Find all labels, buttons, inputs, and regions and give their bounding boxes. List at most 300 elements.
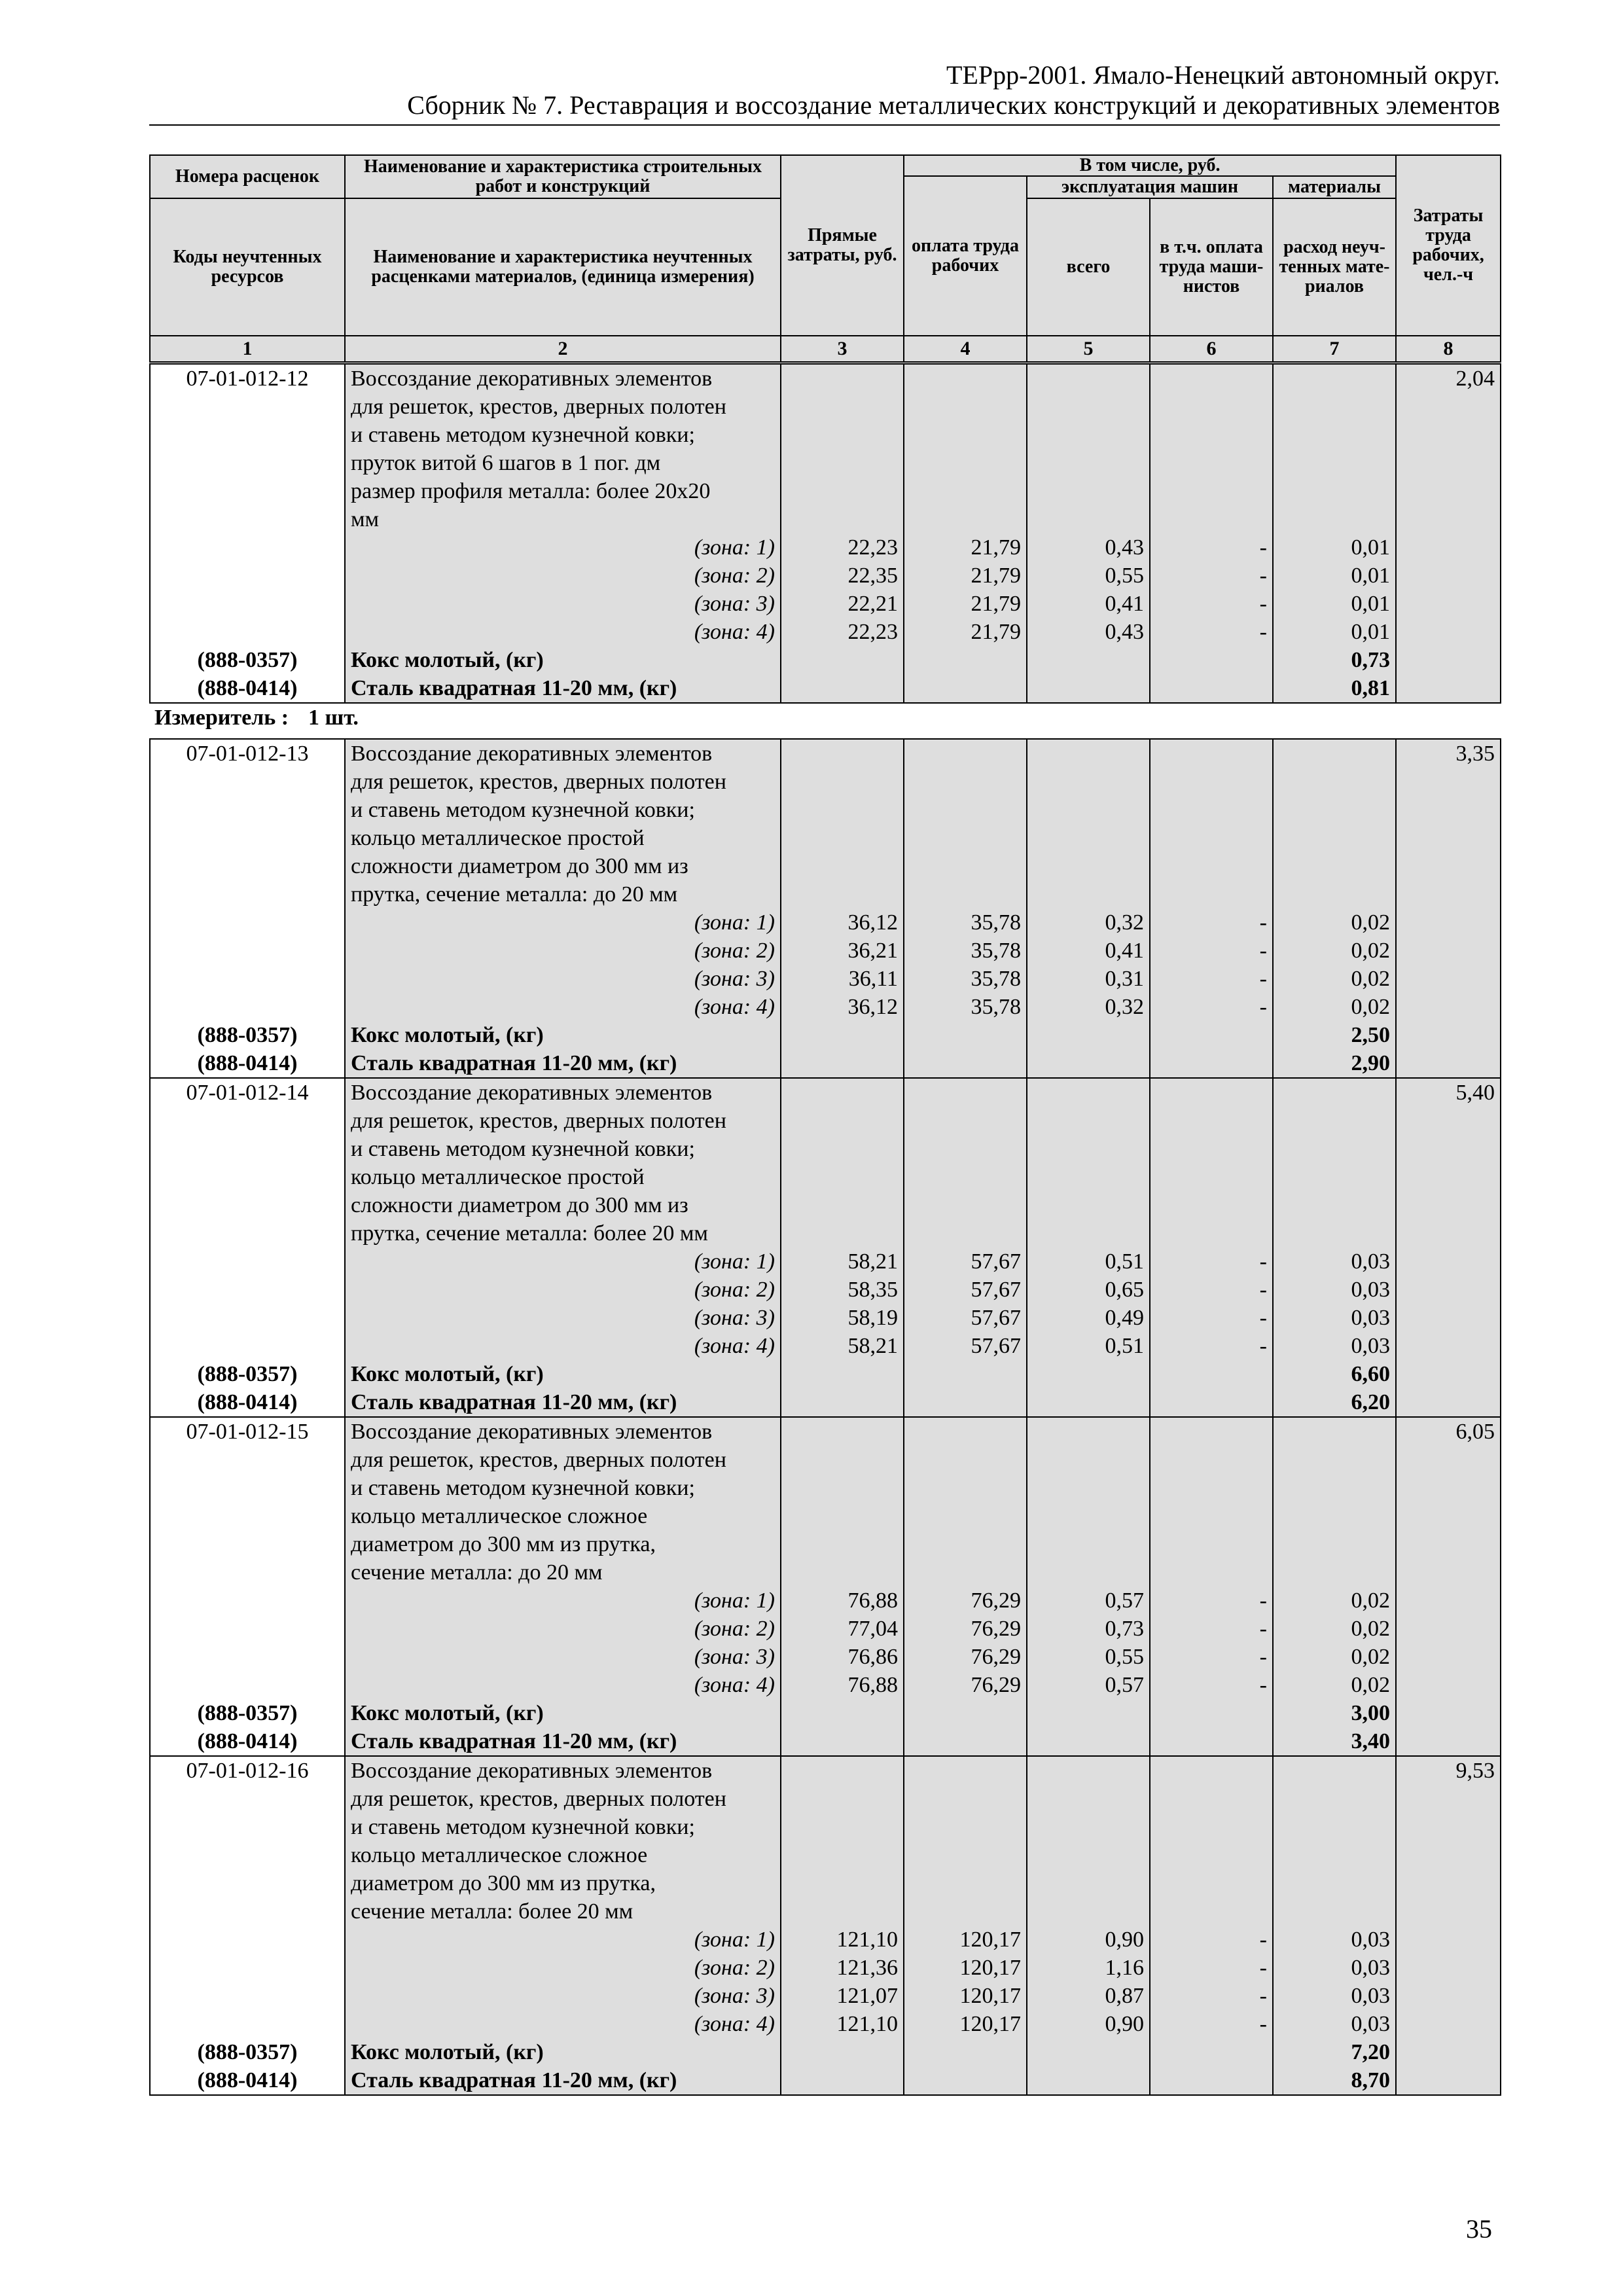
empty-cell (1396, 393, 1501, 421)
resource-code: (888-0414) (150, 1727, 345, 1756)
materials-value: 0,03 (1273, 1304, 1396, 1332)
empty-cell (1027, 1446, 1150, 1474)
empty-cell (150, 1926, 345, 1954)
empty-cell (781, 739, 904, 768)
zone-row (150, 533, 1501, 562)
empty-cell (904, 2038, 1027, 2066)
work-description: Воссоздание декоративных элементов (345, 1078, 781, 1107)
machinist-pay-value: - (1150, 1926, 1273, 1954)
description-row (150, 1530, 1501, 1558)
empty-cell (150, 1615, 345, 1643)
description-row (150, 824, 1501, 852)
labor-pay-value: 35,78 (904, 908, 1027, 937)
empty-cell (1273, 1813, 1396, 1841)
empty-cell (150, 449, 345, 477)
empty-cell (1027, 852, 1150, 880)
empty-cell (904, 880, 1027, 908)
work-description: и ставень методом кузнечной ковки; (345, 1135, 781, 1163)
empty-cell (1396, 1897, 1501, 1926)
empty-cell (781, 1727, 904, 1756)
empty-cell (781, 1388, 904, 1417)
empty-cell (1150, 646, 1273, 674)
work-description: кольцо металлическое сложное (345, 1502, 781, 1530)
empty-cell (1027, 1163, 1150, 1191)
labor-pay-value: 76,29 (904, 1671, 1027, 1699)
direct-costs-value: 58,19 (781, 1304, 904, 1332)
work-description: Воссоздание декоративных элементов (345, 1756, 781, 1785)
rates-table-part-1 (149, 363, 1501, 704)
empty-cell (904, 1078, 1027, 1107)
direct-costs-value: 22,35 (781, 562, 904, 590)
description-row (150, 768, 1501, 796)
empty-cell (1150, 1417, 1273, 1446)
empty-cell (1273, 421, 1396, 449)
empty-cell (1150, 1135, 1273, 1163)
materials-value: 0,03 (1273, 1247, 1396, 1276)
empty-cell (1150, 739, 1273, 768)
empty-cell (1273, 364, 1396, 393)
labor-pay-value: 21,79 (904, 562, 1027, 590)
empty-cell (150, 1474, 345, 1502)
machinist-pay-value: - (1150, 1615, 1273, 1643)
empty-cell (904, 674, 1027, 703)
materials-value: 0,03 (1273, 1332, 1396, 1360)
empty-cell (1396, 421, 1501, 449)
column-number: 7 (1273, 336, 1396, 362)
labor-costs: 6,05 (1396, 1417, 1501, 1446)
empty-cell (1396, 646, 1501, 674)
empty-cell (1150, 1191, 1273, 1219)
empty-cell (1027, 1360, 1150, 1388)
empty-cell (1396, 1785, 1501, 1813)
empty-cell (150, 1191, 345, 1219)
empty-cell (904, 1869, 1027, 1897)
column-number: 4 (904, 336, 1027, 362)
empty-cell (1150, 421, 1273, 449)
empty-cell (781, 364, 904, 393)
empty-cell (1150, 880, 1273, 908)
zone-label: (зона: 1) (345, 533, 781, 562)
zone-label: (зона: 3) (345, 965, 781, 993)
description-row (150, 1191, 1501, 1219)
empty-cell (1396, 965, 1501, 993)
empty-cell (904, 477, 1027, 505)
empty-cell (1027, 1107, 1150, 1135)
empty-cell (1027, 1219, 1150, 1247)
labor-pay-value: 21,79 (904, 618, 1027, 646)
work-description: мм (345, 505, 781, 533)
machine-total-value: 0,57 (1027, 1587, 1150, 1615)
materials-value: 0,01 (1273, 562, 1396, 590)
empty-cell (1396, 1558, 1501, 1587)
column-number: 5 (1027, 336, 1150, 362)
work-description: Воссоздание декоративных элементов (345, 364, 781, 393)
machine-total-value: 0,73 (1027, 1615, 1150, 1643)
empty-cell (1027, 674, 1150, 703)
empty-cell (150, 1247, 345, 1276)
materials-value: 0,02 (1273, 937, 1396, 965)
empty-cell (781, 1360, 904, 1388)
empty-cell (150, 1530, 345, 1558)
empty-cell (1027, 1191, 1150, 1219)
work-description: сечение металла: до 20 мм (345, 1558, 781, 1587)
empty-cell (150, 1304, 345, 1332)
empty-cell (1396, 533, 1501, 562)
empty-cell (1027, 1049, 1150, 1078)
empty-cell (904, 852, 1027, 880)
description-row (150, 1219, 1501, 1247)
empty-cell (1273, 1107, 1396, 1135)
empty-cell (150, 1332, 345, 1360)
empty-cell (1273, 1502, 1396, 1530)
machine-total-value: 0,31 (1027, 965, 1150, 993)
empty-cell (1150, 1502, 1273, 1530)
description-row (150, 393, 1501, 421)
materials-value: 0,02 (1273, 1643, 1396, 1671)
description-row (150, 1756, 1501, 1785)
empty-cell (1150, 505, 1273, 533)
header-machine-total: всего (1027, 198, 1150, 336)
empty-cell (1396, 1219, 1501, 1247)
resource-code: (888-0357) (150, 1360, 345, 1388)
materials-value: 0,03 (1273, 1926, 1396, 1954)
machinist-pay-value: - (1150, 618, 1273, 646)
empty-cell (1396, 1699, 1501, 1727)
empty-cell (1027, 824, 1150, 852)
description-row (150, 1107, 1501, 1135)
empty-cell (1273, 1078, 1396, 1107)
rates-table-part-2 (149, 738, 1501, 2096)
empty-cell (1396, 1530, 1501, 1558)
empty-cell (1150, 1813, 1273, 1841)
labor-costs: 2,04 (1396, 364, 1501, 393)
empty-cell (1150, 1021, 1273, 1049)
empty-cell (781, 393, 904, 421)
empty-cell (1027, 1756, 1150, 1785)
work-description: Воссоздание декоративных элементов (345, 1417, 781, 1446)
empty-cell (904, 1813, 1027, 1841)
resource-code: (888-0414) (150, 1049, 345, 1078)
direct-costs-value: 121,36 (781, 1954, 904, 1982)
empty-cell (1396, 1643, 1501, 1671)
machine-total-value: 0,65 (1027, 1276, 1150, 1304)
labor-costs: 9,53 (1396, 1756, 1501, 1785)
empty-cell (781, 1163, 904, 1191)
empty-cell (904, 2066, 1027, 2095)
empty-cell (781, 1897, 904, 1926)
zone-label: (зона: 4) (345, 1332, 781, 1360)
empty-cell (150, 477, 345, 505)
machinist-pay-value: - (1150, 590, 1273, 618)
work-description: кольцо металлическое сложное (345, 1841, 781, 1869)
zone-row (150, 1587, 1501, 1615)
column-number: 8 (1396, 336, 1501, 362)
empty-cell (1027, 1727, 1150, 1756)
resource-consumption: 3,40 (1273, 1727, 1396, 1756)
empty-cell (1396, 1474, 1501, 1502)
empty-cell (781, 1756, 904, 1785)
empty-cell (1150, 824, 1273, 852)
materials-value: 0,02 (1273, 1671, 1396, 1699)
empty-cell (904, 1756, 1027, 1785)
machinist-pay-value: - (1150, 1332, 1273, 1360)
rate-code: 07-01-012-13 (150, 739, 345, 768)
empty-cell (1027, 393, 1150, 421)
empty-cell (1396, 1276, 1501, 1304)
labor-costs: 5,40 (1396, 1078, 1501, 1107)
empty-cell (1273, 505, 1396, 533)
empty-cell (1027, 1078, 1150, 1107)
empty-cell (1150, 1474, 1273, 1502)
empty-cell (1027, 2038, 1150, 2066)
labor-pay-value: 57,67 (904, 1332, 1027, 1360)
work-description: кольцо металлическое простой (345, 1163, 781, 1191)
header-material-name: Наименование и характеристика неучтенных расценками материалов, (единица измерения) (345, 198, 781, 336)
empty-cell (1150, 768, 1273, 796)
empty-cell (1273, 824, 1396, 852)
empty-cell (1396, 674, 1501, 703)
empty-cell (1396, 1163, 1501, 1191)
materials-value: 0,02 (1273, 993, 1396, 1021)
empty-cell (1396, 1107, 1501, 1135)
empty-cell (150, 590, 345, 618)
empty-cell (781, 1502, 904, 1530)
labor-pay-value: 57,67 (904, 1276, 1027, 1304)
empty-cell (781, 646, 904, 674)
zone-label: (зона: 3) (345, 1304, 781, 1332)
header-rate-numbers: Номера расценок (150, 155, 345, 198)
description-row (150, 1558, 1501, 1587)
direct-costs-value: 36,12 (781, 993, 904, 1021)
materials-value: 0,02 (1273, 965, 1396, 993)
empty-cell (1396, 1954, 1501, 1982)
empty-cell (1396, 908, 1501, 937)
empty-cell (150, 908, 345, 937)
labor-pay-value: 120,17 (904, 1982, 1027, 2010)
machine-total-value: 0,32 (1027, 908, 1150, 937)
machine-total-value: 1,16 (1027, 1954, 1150, 1982)
machine-total-value: 0,51 (1027, 1247, 1150, 1276)
empty-cell (150, 880, 345, 908)
work-description: прутка, сечение металла: более 20 мм (345, 1219, 781, 1247)
empty-cell (1150, 2038, 1273, 2066)
empty-cell (781, 1219, 904, 1247)
empty-cell (1396, 1841, 1501, 1869)
work-description: и ставень методом кузнечной ковки; (345, 1813, 781, 1841)
header-work-name: Наименование и характеристика строительных работ и конструкций (345, 155, 781, 198)
zone-row (150, 908, 1501, 937)
work-description: диаметром до 300 мм из прутка, (345, 1869, 781, 1897)
empty-cell (150, 993, 345, 1021)
empty-cell (904, 1191, 1027, 1219)
empty-cell (1027, 646, 1150, 674)
empty-cell (150, 965, 345, 993)
description-row (150, 852, 1501, 880)
empty-cell (1396, 1049, 1501, 1078)
empty-cell (150, 1446, 345, 1474)
resource-name: Сталь квадратная 11-20 мм, (кг) (345, 1727, 781, 1756)
empty-cell (781, 768, 904, 796)
empty-cell (781, 1813, 904, 1841)
empty-cell (150, 562, 345, 590)
zone-label: (зона: 1) (345, 908, 781, 937)
empty-cell (904, 1135, 1027, 1163)
empty-cell (904, 1360, 1027, 1388)
description-row (150, 505, 1501, 533)
work-description: для решеток, крестов, дверных полотен (345, 393, 781, 421)
resource-row (150, 1021, 1501, 1049)
description-row (150, 1446, 1501, 1474)
machinist-pay-value: - (1150, 1643, 1273, 1671)
empty-cell (781, 1107, 904, 1135)
empty-cell (1396, 1388, 1501, 1417)
zone-label: (зона: 2) (345, 1615, 781, 1643)
description-row (150, 477, 1501, 505)
empty-cell (150, 1587, 345, 1615)
zone-label: (зона: 1) (345, 1587, 781, 1615)
direct-costs-value: 76,88 (781, 1671, 904, 1699)
materials-value: 0,01 (1273, 533, 1396, 562)
work-description: для решеток, крестов, дверных полотен (345, 768, 781, 796)
empty-cell (150, 1219, 345, 1247)
empty-cell (1396, 1926, 1501, 1954)
machine-total-value: 0,43 (1027, 533, 1150, 562)
empty-cell (1027, 1135, 1150, 1163)
zone-label: (зона: 2) (345, 937, 781, 965)
labor-pay-value: 35,78 (904, 965, 1027, 993)
header-subtitle: Сборник № 7. Реставрация и воссоздание металлических конструкций и декоративных элементов (407, 90, 1500, 120)
labor-pay-value: 35,78 (904, 993, 1027, 1021)
empty-cell (1396, 2066, 1501, 2095)
work-description: пруток витой 6 шагов в 1 пог. дм (345, 449, 781, 477)
empty-cell (1027, 796, 1150, 824)
materials-value: 0,02 (1273, 908, 1396, 937)
machinist-pay-value: - (1150, 993, 1273, 1021)
empty-cell (781, 449, 904, 477)
empty-cell (904, 421, 1027, 449)
resource-consumption: 0,73 (1273, 646, 1396, 674)
empty-cell (781, 1841, 904, 1869)
resource-row (150, 2038, 1501, 2066)
empty-cell (150, 505, 345, 533)
empty-cell (904, 1417, 1027, 1446)
empty-cell (1396, 2010, 1501, 2038)
empty-cell (1027, 1388, 1150, 1417)
empty-cell (1396, 768, 1501, 796)
empty-cell (781, 1446, 904, 1474)
empty-cell (1027, 421, 1150, 449)
work-description: и ставень методом кузнечной ковки; (345, 1474, 781, 1502)
empty-cell (1396, 824, 1501, 852)
empty-cell (904, 1107, 1027, 1135)
zone-row (150, 1926, 1501, 1954)
machinist-pay-value: - (1150, 533, 1273, 562)
empty-cell (1396, 796, 1501, 824)
work-description: размер профиля металла: более 20х20 (345, 477, 781, 505)
empty-cell (1396, 1332, 1501, 1360)
empty-cell (904, 1474, 1027, 1502)
zone-label: (зона: 4) (345, 993, 781, 1021)
resource-code: (888-0357) (150, 1021, 345, 1049)
empty-cell (1027, 477, 1150, 505)
empty-cell (781, 1474, 904, 1502)
empty-cell (150, 824, 345, 852)
resource-consumption: 3,00 (1273, 1699, 1396, 1727)
empty-cell (781, 1785, 904, 1813)
empty-cell (1027, 1530, 1150, 1558)
resource-row (150, 1388, 1501, 1417)
empty-cell (1027, 768, 1150, 796)
resource-code: (888-0414) (150, 674, 345, 703)
resource-row (150, 1049, 1501, 1078)
machine-total-value: 0,87 (1027, 1982, 1150, 2010)
labor-pay-value: 120,17 (904, 1926, 1027, 1954)
column-number: 1 (150, 336, 345, 362)
machine-total-value: 0,90 (1027, 1926, 1150, 1954)
empty-cell (781, 1191, 904, 1219)
empty-cell (781, 2038, 904, 2066)
resource-name: Сталь квадратная 11-20 мм, (кг) (345, 674, 781, 703)
empty-cell (1396, 1813, 1501, 1841)
machine-total-value: 0,41 (1027, 937, 1150, 965)
description-row (150, 1078, 1501, 1107)
empty-cell (1396, 1135, 1501, 1163)
empty-cell (1150, 674, 1273, 703)
empty-cell (1027, 2066, 1150, 2095)
empty-cell (904, 739, 1027, 768)
empty-cell (781, 477, 904, 505)
empty-cell (1027, 1021, 1150, 1049)
empty-cell (1396, 1304, 1501, 1332)
direct-costs-value: 76,86 (781, 1643, 904, 1671)
rate-code: 07-01-012-16 (150, 1756, 345, 1785)
zone-row (150, 1954, 1501, 1982)
resource-row (150, 646, 1501, 674)
machine-total-value: 0,55 (1027, 562, 1150, 590)
empty-cell (1396, 505, 1501, 533)
empty-cell (150, 768, 345, 796)
empty-cell (1273, 1756, 1396, 1785)
materials-value: 0,01 (1273, 618, 1396, 646)
direct-costs-value: 121,10 (781, 1926, 904, 1954)
unit-measure (154, 706, 378, 730)
empty-cell (1150, 1530, 1273, 1558)
empty-cell (904, 505, 1027, 533)
description-row (150, 1135, 1501, 1163)
resource-consumption: 2,90 (1273, 1049, 1396, 1078)
direct-costs-value: 121,07 (781, 1982, 904, 2010)
empty-cell (904, 796, 1027, 824)
empty-cell (781, 1869, 904, 1897)
empty-cell (150, 1107, 345, 1135)
zone-label: (зона: 2) (345, 1276, 781, 1304)
machine-total-value: 0,41 (1027, 590, 1150, 618)
empty-cell (1150, 1785, 1273, 1813)
zone-row (150, 993, 1501, 1021)
empty-cell (150, 1502, 345, 1530)
empty-cell (150, 1671, 345, 1699)
header-labor-pay: оплата труда рабочих (904, 176, 1027, 336)
empty-cell (781, 2066, 904, 2095)
empty-cell (1273, 393, 1396, 421)
empty-cell (1150, 1897, 1273, 1926)
resource-consumption: 7,20 (1273, 2038, 1396, 2066)
empty-cell (781, 796, 904, 824)
description-row (150, 1502, 1501, 1530)
materials-value: 0,01 (1273, 590, 1396, 618)
machine-total-value: 0,49 (1027, 1304, 1150, 1332)
empty-cell (1396, 1021, 1501, 1049)
